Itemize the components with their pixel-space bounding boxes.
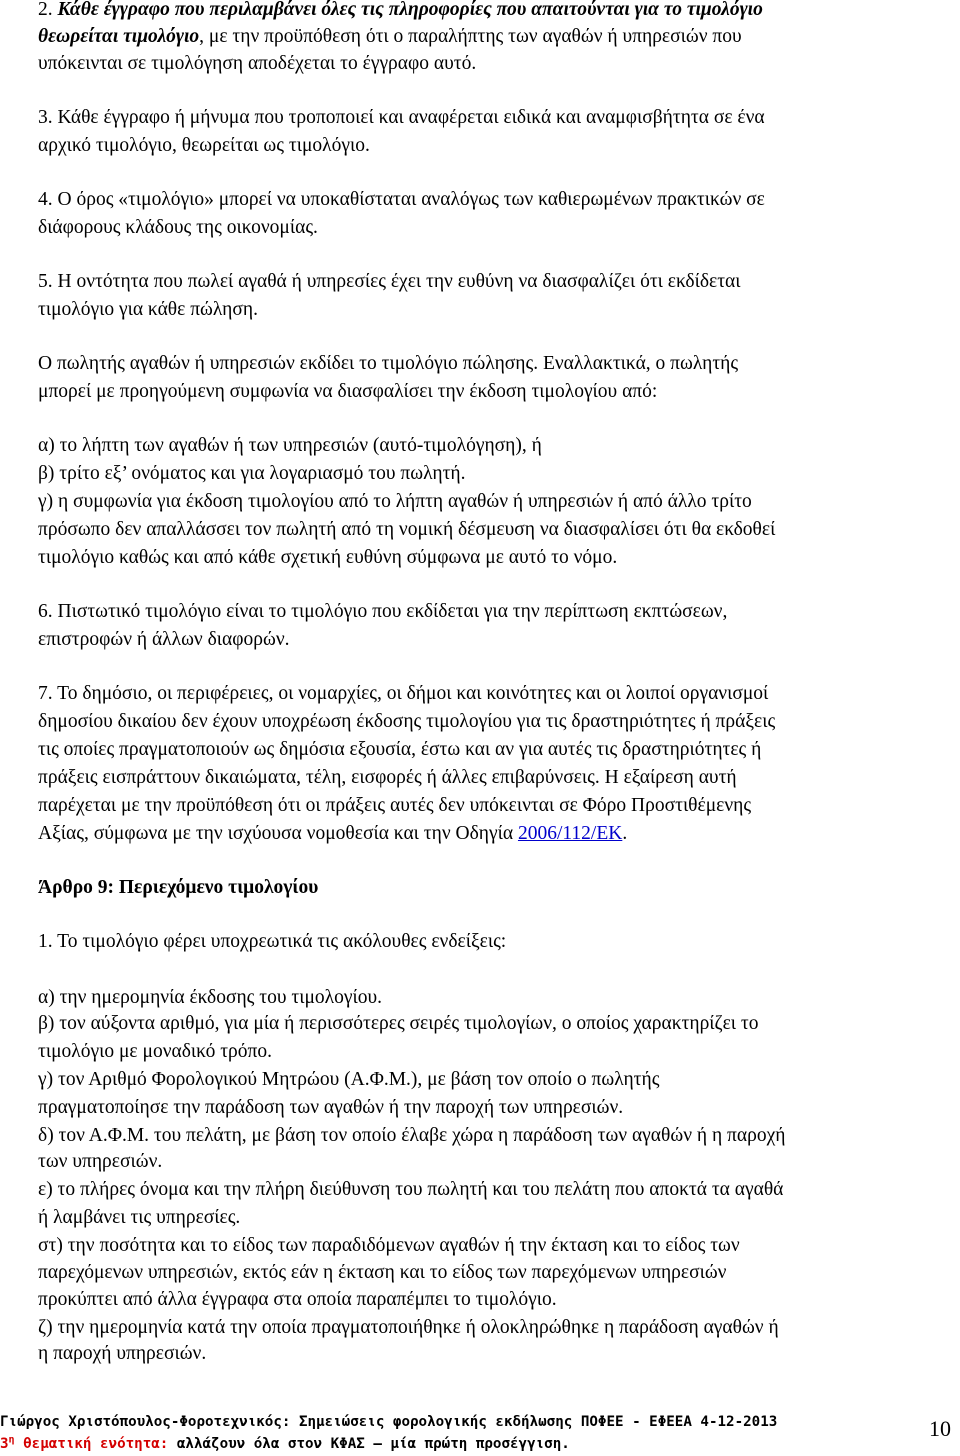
page-number: 10 [929, 1416, 951, 1441]
p2-line-3: υπόκεινται σε τιμολόγηση αποδέχεται το έγγραφο αυτό. [38, 53, 477, 74]
p7-line-2: δημοσίου δικαίου δεν έχουν υποχρέωση έκδοσης τιμολογίου για τις δραστηριότητες ή πράξεις [38, 711, 776, 732]
p7-line-6-text: Αξίας, σύμφωνα με την ισχύουσα νομοθεσία και την Οδηγία [38, 823, 518, 844]
footer-line-1: Γιώργος Χριστόπουλος-Φοροτεχνικός: Σημειώσεις φορολογικής εκδήλωσης ΠΟΦΕΕ - ΕΦΕΕΑ 4-12-2013 [0, 1414, 778, 1430]
p7-line-3: τις οποίες πραγματοποιούν ως δημόσια εξουσία, έστω και αν για αυτές τις δραστηριότητες ή [38, 739, 762, 760]
article-intro: 1. Το τιμολόγιο φέρει υποχρεωτικά τις ακόλουθες ενδείξεις: [38, 931, 507, 952]
article-item-line: τιμολόγιο με μοναδικό τρόπο. [38, 1041, 272, 1062]
footer-line-2 [0, 1433, 570, 1455]
p7-line-5: παρέχεται με την προϋπόθεση ότι οι πράξεις αυτές δεν υπόκεινται σε Φόρο Προστιθέμενης [38, 795, 752, 816]
footer-section-label: θεματική ενότητα: [14, 1436, 169, 1452]
p2-number: 2. [38, 0, 53, 20]
p5c-line-3: γ) η συμφωνία για έκδοση τιμολογίου από το λήπτη αγαθών ή υπηρεσιών ή από άλλο τρίτο [38, 491, 752, 512]
footer-section-number: 3 [0, 1436, 9, 1452]
footer-section-title: αλλάζουν όλα στον ΚΦΑΣ – μία πρώτη προσέγγιση. [168, 1436, 570, 1452]
p5c-line-1: α) το λήπτη των αγαθών ή των υπηρεσιών (αυτό-τιμολόγηση), ή [38, 435, 542, 456]
p5c-line-4: πρόσωπο δεν απαλλάσσει τον πωλητή από τη νομική δέσμευση να διασφαλίσει ότι θα εκδοθεί [38, 519, 776, 540]
p5b-line-2: μπορεί με προηγούμενη συμφωνία να διασφαλίσει την έκδοση τιμολογίου από: [38, 381, 658, 402]
article-heading: Άρθρο 9: Περιεχόμενο τιμολογίου [38, 877, 319, 898]
p6-line-1: 6. Πιστωτικό τιμολόγιο είναι το τιμολόγιο που εκδίδεται για την περίπτωση εκπτώσεων, [38, 601, 728, 622]
article-item-line: προκύπτει από άλλα έγγραφα στα οποία παραπέμπει το τιμολόγιο. [38, 1289, 557, 1310]
p3-line-1: 3. Κάθε έγγραφο ή μήνυμα που τροποποιεί και αναφέρεται ειδικά και αναμφισβήτητα σε ένα [38, 107, 765, 128]
p2-line-2 [38, 23, 742, 51]
article-item-line: στ) την ποσότητα και το είδος των παραδιδόμενων αγαθών ή την έκταση και το είδος των [38, 1235, 740, 1256]
footer-superscript: η [8, 1434, 15, 1446]
p4-line-2: διάφορους κλάδους της οικονομίας. [38, 217, 318, 238]
article-item-line: ζ) την ημερομηνία κατά την οποία πραγματοποιήθηκε ή ολοκληρώθηκε η παράδοση αγαθών ή [38, 1317, 779, 1338]
article-item-line: δ) τον Α.Φ.Μ. του πελάτη, με βάση τον οποίο έλαβε χώρα η παράδοση των αγαθών ή η παροχή [38, 1125, 786, 1146]
article-item-line: η παροχή υπηρεσιών. [38, 1343, 207, 1364]
p5c-line-2: β) τρίτο εξ’ ονόματος και για λογαριασμό του πωλητή. [38, 463, 466, 484]
p7-line-4: πράξεις εισπράττουν δικαιώματα, τέλη, εισφορές ή άλλες επιβαρύνσεις. Η εξαίρεση αυτή [38, 767, 737, 788]
article-item-line: α) την ημερομηνία έκδοσης του τιμολογίου. [38, 987, 383, 1008]
p2-line-2-rest: , με την προϋπόθεση ότι ο παραλήπτης των αγαθών ή υπηρεσιών που [199, 26, 742, 47]
p7-line-6 [38, 820, 627, 848]
p7-line-1: 7. Το δημόσιο, οι περιφέρειες, οι νομαρχίες, οι δήμοι και κοινότητες και οι λοιποί οργανισμοί [38, 683, 769, 704]
article-item-line: παρεχόμενων υπηρεσιών, εκτός εάν η έκταση και το είδος των παρεχόμενων υπηρεσιών [38, 1262, 727, 1283]
directive-link[interactable]: 2006/112/ΕΚ [517, 823, 623, 844]
article-item-line: ή λαμβάνει τις υπηρεσίες. [38, 1207, 241, 1228]
p3-line-2: αρχικό τιμολόγιο, θεωρείται ως τιμολόγιο. [38, 135, 370, 156]
p2-line-1 [38, 0, 763, 24]
p4-line-1: 4. Ο όρος «τιμολόγιο» μπορεί να υποκαθίσταται αναλόγως των καθιερωμένων πρακτικών σε [38, 189, 765, 210]
p6-line-2: επιστροφών ή άλλων διαφορών. [38, 629, 290, 650]
p5b-line-1: Ο πωλητής αγαθών ή υπηρεσιών εκδίδει το τιμολόγιο πώλησης. Εναλλακτικά, ο πωλητής [38, 353, 739, 374]
article-item-line: β) τον αύξοντα αριθμό, για μία ή περισσότερες σειρές τιμολογίων, ο οποίος χαρακτηρίζει το [38, 1013, 759, 1034]
p7-line-6-end: . [622, 823, 628, 844]
p5-line-2: τιμολόγιο για κάθε πώληση. [38, 299, 258, 320]
p2-emphasis: Κάθε έγγραφο που περιλαμβάνει όλες τις πληροφορίες που απαιτούνται για το τιμολόγιο [57, 0, 763, 20]
p2-emphasis-2: θεωρείται τιμολόγιο [38, 26, 200, 47]
p5-line-1: 5. Η οντότητα που πωλεί αγαθά ή υπηρεσίες έχει την ευθύνη να διασφαλίζει ότι εκδίδεται [38, 271, 741, 292]
article-item-line: γ) τον Αριθμό Φορολογικού Μητρώου (Α.Φ.Μ.), με βάση τον οποίο ο πωλητής [38, 1069, 660, 1090]
p5c-line-5: τιμολόγιο καθώς και από κάθε σχετική ευθύνη σύμφωνα με αυτό το νόμο. [38, 547, 618, 568]
article-item-line: ε) το πλήρες όνομα και την πλήρη διεύθυνση του πωλητή και του πελάτη που αποκτά τα αγαθά [38, 1179, 784, 1200]
article-item-line: των υπηρεσιών. [38, 1151, 163, 1172]
article-item-line: πραγματοποίησε την παράδοση των αγαθών ή την παροχή των υπηρεσιών. [38, 1097, 624, 1118]
